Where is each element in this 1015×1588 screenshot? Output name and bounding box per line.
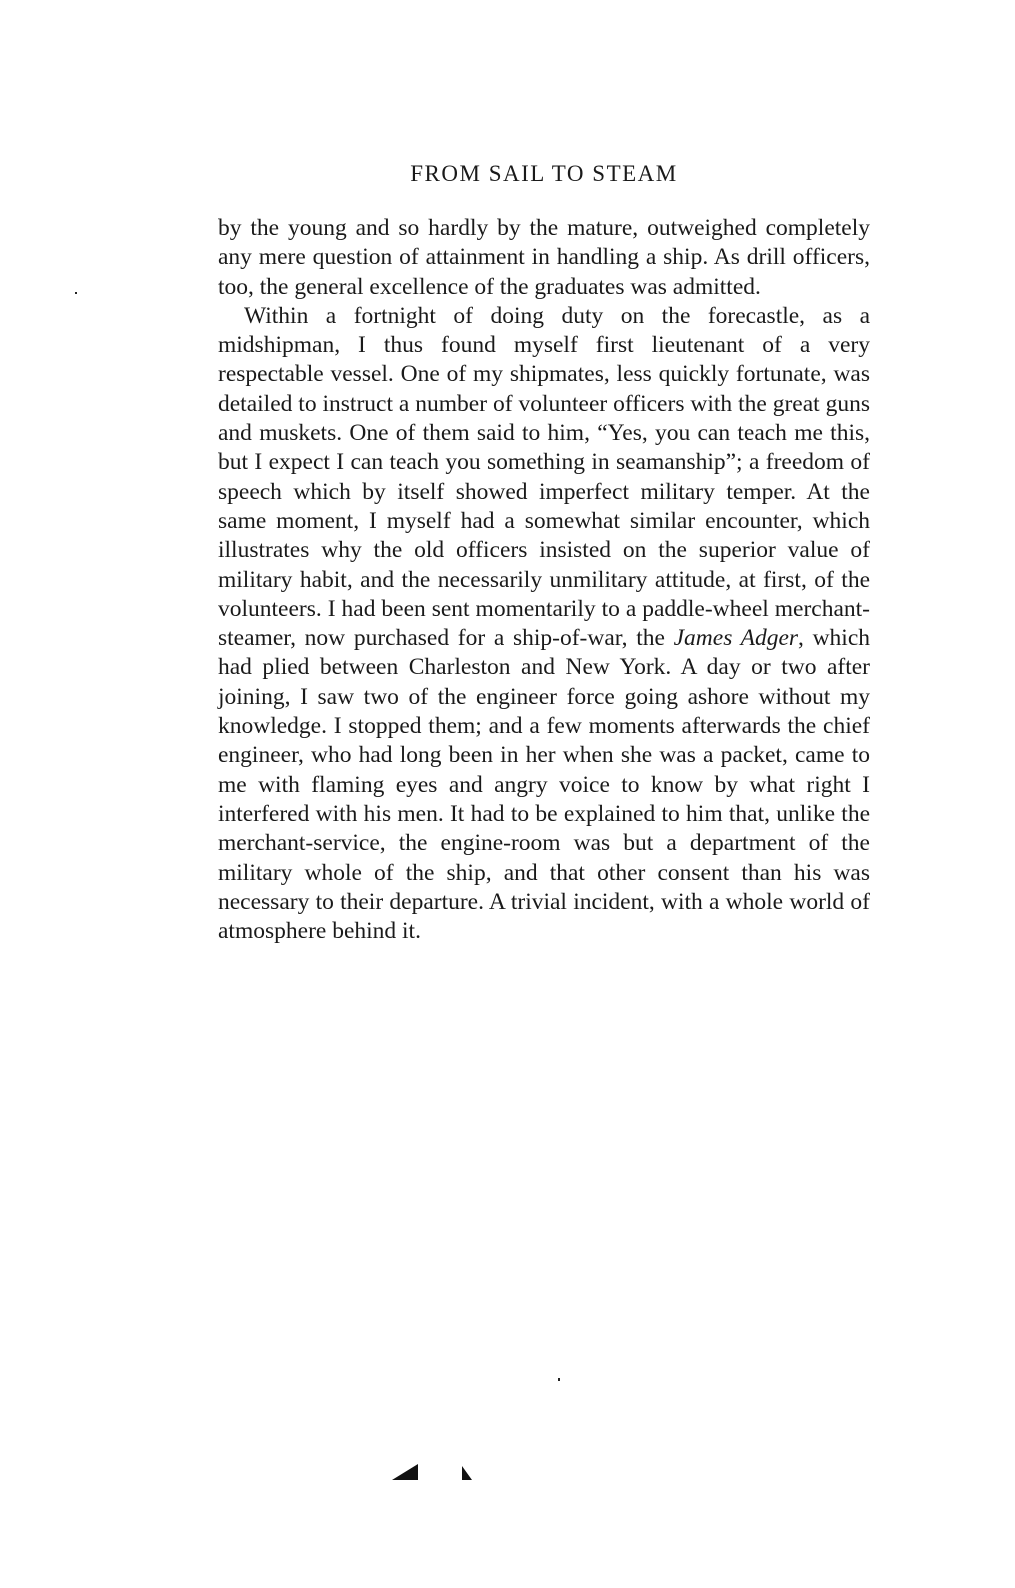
ship-name-italic: James Adger bbox=[673, 625, 799, 652]
margin-speck-bottom bbox=[558, 1378, 560, 1381]
body-text bbox=[218, 214, 870, 946]
printer-mark-left bbox=[392, 1464, 418, 1480]
paragraph-within-a-fortnight bbox=[218, 302, 870, 947]
running-head: FROM SAIL TO STEAM bbox=[410, 161, 678, 186]
paragraph-continued: by the young and so hardly by the mature, outweighed completely any mere question of attainment in handling a ship. As drill officers, too, the general excellence of the graduates was admitted. bbox=[218, 215, 870, 300]
paragraph-text-part-2: , which had plied between Charleston and New York. A day or two after joining, I saw two of the engineer force going ashore without my knowledge. I stopped them; and a few moments afterwards the chief engineer, who had long been in her when she was a packet, came to me with flaming eyes and angry voice to know by what right I interfered with his men. It had to be explained to him that, unlike the merchant-service, the engine-room was but a department of the military whole of the ship, and that other consent than his was necessary to their departure. A trivial incident, with a whole world of atmosphere behind it. bbox=[218, 625, 871, 945]
paragraph-text-part-1: Within a fortnight of doing duty on the forecastle, as a midshipman, I thus found myself first lieutenant of a very respectable vessel. One of my shipmates, less quickly fortunate, was detailed to instruct a number of volunteer officers with the great guns and muskets. One of them said to him, “Yes, you can teach me this, but I expect I can teach you something in seamanship”; a freedom of speech which by itself showed imperfect military temper. At the same moment, I myself had a somewhat similar encounter, which illustrates why the old officers insisted on the superior value of military habit, and the necessarily unmilitary attitude, at first, of the volunteers. I had been sent momentarily to a paddle-wheel merchant-steamer, now purchased for a ship-of-war, the bbox=[218, 302, 870, 652]
printer-mark-right bbox=[462, 1466, 472, 1480]
margin-speck-left bbox=[75, 292, 77, 294]
